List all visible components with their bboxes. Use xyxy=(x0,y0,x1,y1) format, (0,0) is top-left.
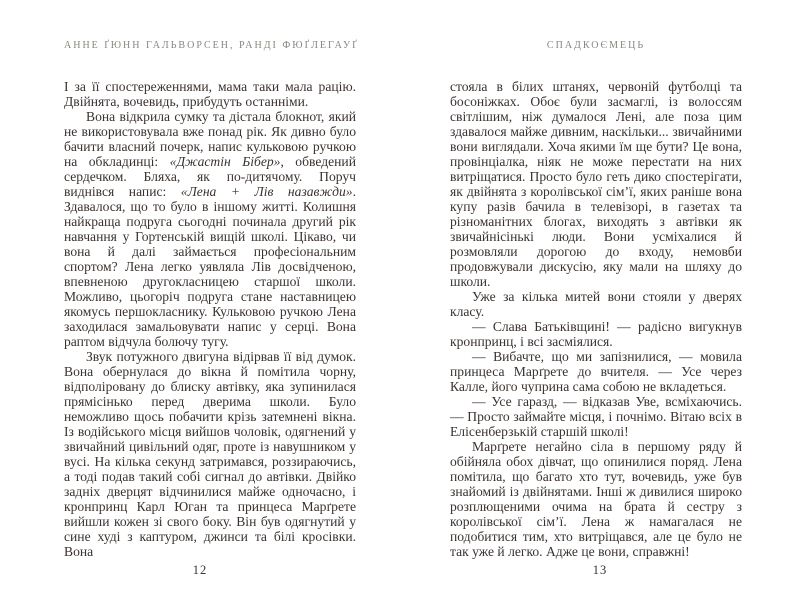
right-page-body xyxy=(450,79,742,559)
text-segment: Звук потужного двигуна відірвав її від думок. Вона обернулася до вікна й помітила чорну, відполіровану до блиску автівку, яка зупинилася прямісінько перед дверима школи. Було неможливо щось побачити крізь затемнені вікна. Із водійського місця вийшов чоловік, одягнений у звичайний цивільний одяг, проте із навушником у вусі. На кілька секунд затримався, роззираючись, а тоді подав такий собі сигнал до автівки. Двійко задніх дверцят відчинилися майже одночасно, і кронпринц Карл Юган та принцеса Марґрете вийшли кожен зі свого боку. Він був одягнутий у сине худі з каптуром, джинси та білі кросівки. Вона xyxy=(64,349,356,559)
text-segment: Марґрете негайно сіла в першому ряду й обійняла обох дівчат, що опинилися поряд. Лена помітила, що багато хто тут, вочевидь, уже був знайомий із двійнятами. Інші ж дивилися широко розплющеними очима на брата й сестру з королівської сім’ї. Лена ж намагалася не подобитися тим, хто витріщався, але це було не так уже й легко. Адже це вони, справжні! xyxy=(450,439,742,559)
text-segment: Уже за кілька митей вони стояли у дверях класу. xyxy=(450,289,742,319)
paragraph xyxy=(450,394,742,439)
right-page-number: 13 xyxy=(592,563,608,577)
text-segment: стояла в білих штанях, червоній футболці та босоніжках. Обоє були засмаглі, із волоссям світлішим, ніж думалося Лені, але поза цим здавалося майже дивним, наскільки... звичайними вони виглядали. Хоча якими їм ще бути? Це вона, провінціалка, ніяк не може перестати на них витріщатися. Просто було геть дико спостерігати, як двійнята з королівської сім’ї, яких раніше вона купу разів бачила в телевізорі, в газетах та різноманітних блогах, виходять з автівки як звичайнісінькі люди. Вони усміхалися й розмовляли дорогою до входу, немовби продовжували дискусію, яку мали на шляху до школи. xyxy=(450,79,742,289)
left-running-header: АННЕ ҐЮНН ГАЛЬВОРСЕН, РАНДІ ФЮҐЛЕГАУҐ xyxy=(64,40,359,51)
left-page-body xyxy=(64,79,356,559)
paragraph xyxy=(64,109,356,349)
paragraph xyxy=(450,289,742,319)
text-segment: Вона відкрила сумку та дістала блокнот, який не використовувала вже понад рік. Як дивно було бачити власний почерк, напис кульковою ручкою на обкладинці: xyxy=(64,109,356,169)
text-segment: , обведений сердечком. Бляха, як по-дитячому. Поруч виднівся напис: xyxy=(64,154,356,199)
italic-text-segment: «Лена + Лів назавжди» xyxy=(180,184,353,199)
text-segment: — Вибачте, що ми запізнилися, — мовила принцеса Марґрете до вчителя. — Усе через Калле, його чуприна сама собою не вкладеться. xyxy=(450,349,742,394)
paragraph xyxy=(64,349,356,559)
left-page-number: 12 xyxy=(192,563,208,577)
italic-text-segment: «Джастін Бібер» xyxy=(169,154,281,169)
paragraph xyxy=(450,79,742,289)
text-segment: — Слава Батьківщині! — радісно вигукнув кронпринц, і всі засміялися. xyxy=(450,319,742,349)
paragraph xyxy=(450,439,742,559)
paragraph xyxy=(450,349,742,394)
text-segment: І за її спостереженнями, мама таки мала рацію. Двійнята, вочевидь, прибудуть останніми. xyxy=(64,79,356,109)
right-running-header: СПАДКОЄМЕЦЬ xyxy=(546,40,646,51)
right-page xyxy=(400,0,800,616)
paragraph xyxy=(64,79,356,109)
text-segment: . Здавалося, що то було в іншому житті. Колишня найкраща подруга сьогодні починала другий рік навчання у Гортенській вищій школі. Цікаво, чи вона й далі займається професіональним спортом? Лена легко уявляла Лів досвідченою, впевненою другокласницею старшої школи. Можливо, цьогоріч подруга стане наставницею якомусь першокласнику. Кульковою ручкою Лена заходилася замальовувати напис у серці. Вона раптом відчула болючу тугу. xyxy=(64,184,356,349)
text-segment: — Усе гаразд, — відказав Уве, всміхаючись. — Просто займайте місця, і почнімо. Вітаю всіх в Елісенберзькій старшій школі! xyxy=(450,394,742,439)
paragraph xyxy=(450,319,742,349)
